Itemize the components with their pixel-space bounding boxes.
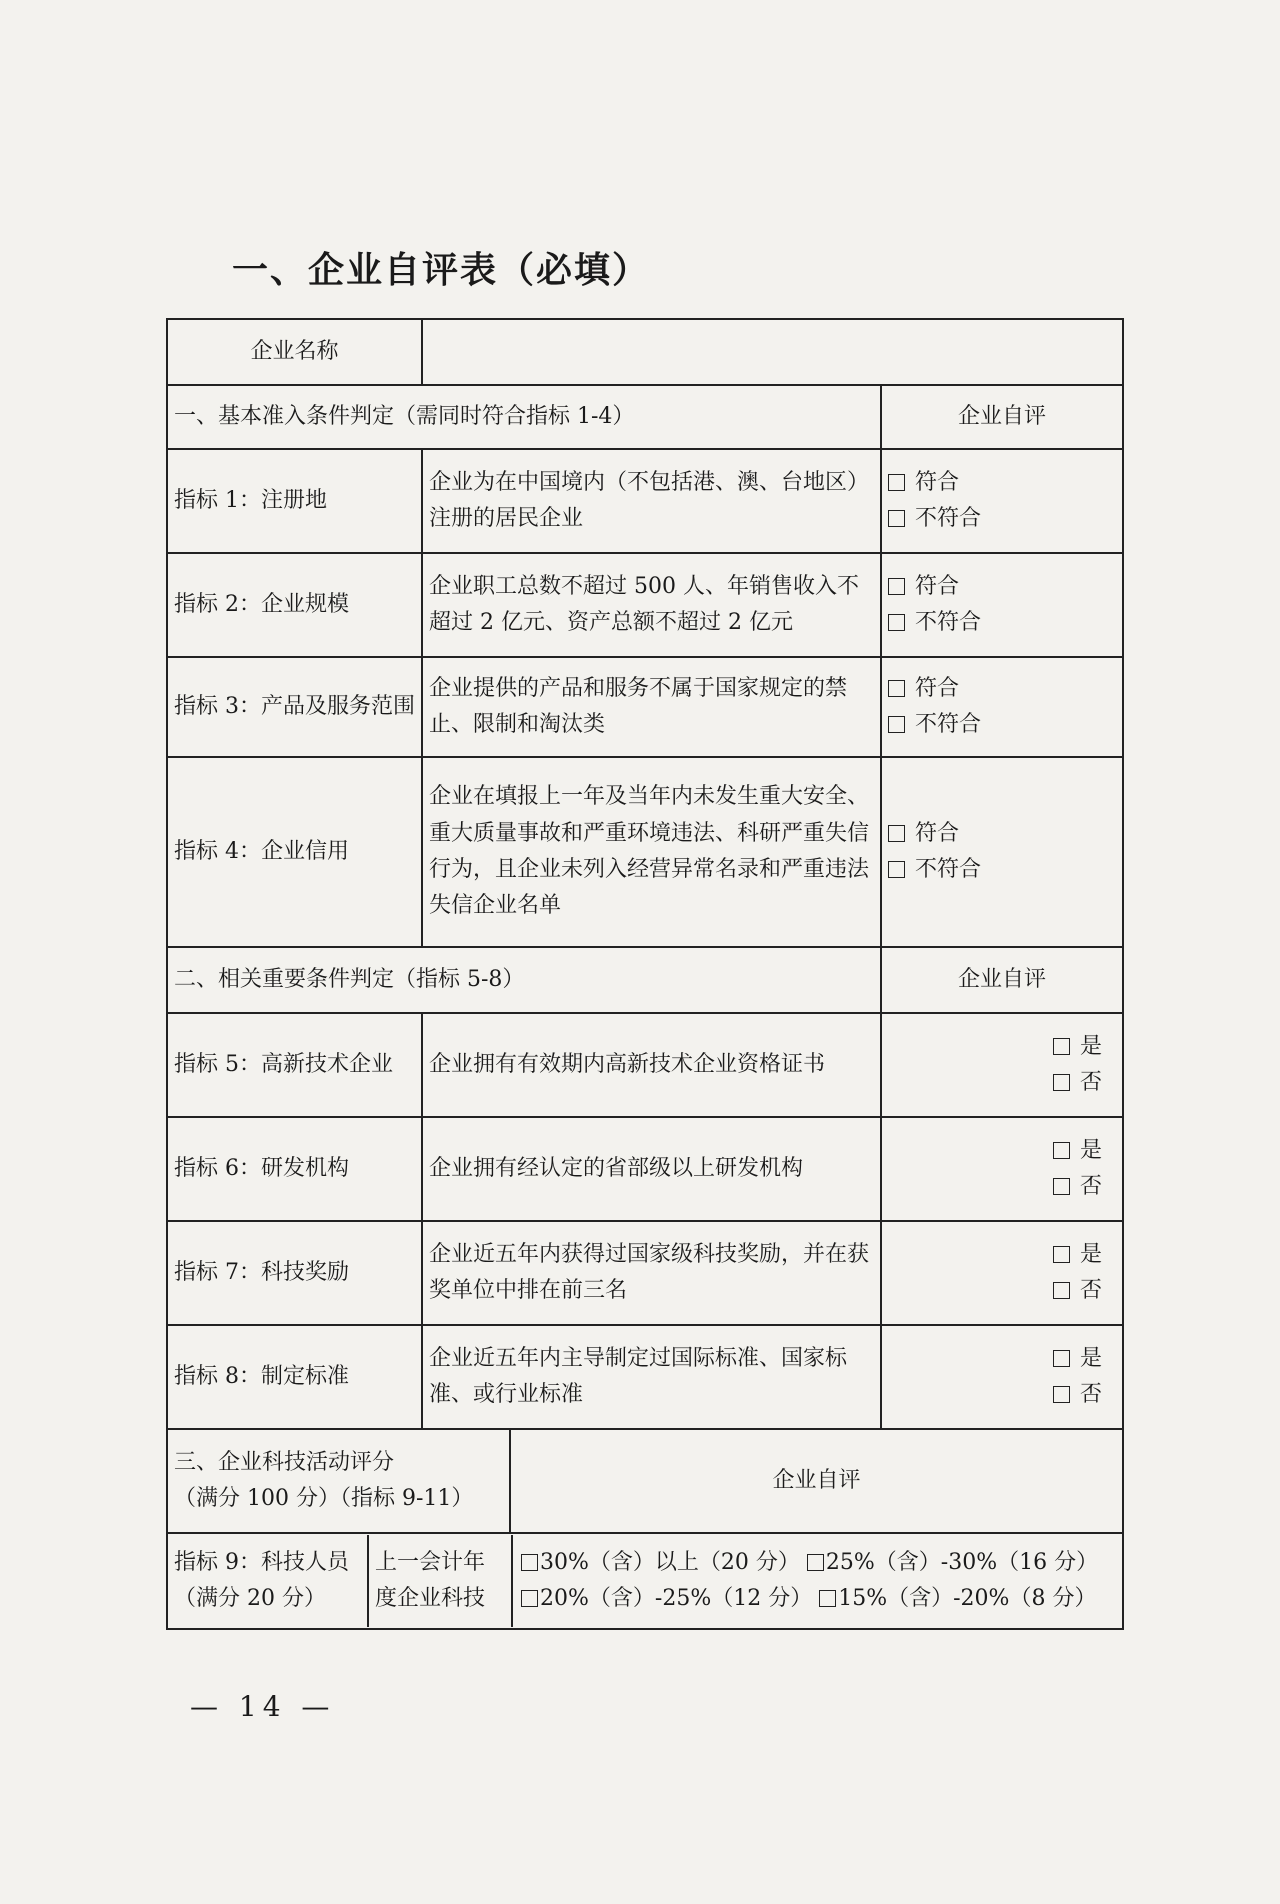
checkbox-icon[interactable]	[521, 1554, 538, 1571]
company-name-row	[167, 319, 1123, 385]
indicator-description: 企业近五年内主导制定过国际标准、国家标准、或行业标准	[422, 1325, 881, 1429]
checkbox-icon[interactable]	[807, 1554, 824, 1571]
indicator-sub-label: 上一会计年 度企业科技	[368, 1535, 512, 1627]
checkbox-icon[interactable]	[521, 1590, 538, 1607]
page-title: 一、企业自评表（必填）	[232, 250, 651, 291]
option-not-comply[interactable]: 不符合	[888, 501, 1116, 537]
section3-self-eval-label: 企业自评	[510, 1429, 1123, 1533]
indicator-row	[167, 553, 1123, 657]
checkbox-icon[interactable]	[888, 614, 905, 631]
indicator-label: 指标 7：科技奖励	[167, 1221, 422, 1325]
checkbox-icon[interactable]	[1053, 1038, 1070, 1055]
section1-self-eval-label: 企业自评	[881, 385, 1123, 449]
indicator-options	[881, 553, 1123, 657]
option-yes[interactable]: 是	[888, 1029, 1116, 1065]
indicator-row	[167, 1117, 1123, 1221]
checkbox-icon[interactable]	[1053, 1246, 1070, 1263]
indicator-label: 指标 6：研发机构	[167, 1117, 422, 1221]
indicator-description: 企业拥有有效期内高新技术企业资格证书	[422, 1013, 881, 1117]
option-yes[interactable]: 是	[888, 1341, 1116, 1377]
checkbox-icon[interactable]	[888, 716, 905, 733]
score-option-30[interactable]: 30%（含）以上（20 分）	[521, 1550, 800, 1575]
option-comply[interactable]: 符合	[888, 816, 1116, 852]
checkbox-icon[interactable]	[1053, 1178, 1070, 1195]
section3-heading: 三、企业科技活动评分 （满分 100 分）（指标 9-11）	[167, 1429, 510, 1533]
option-yes[interactable]: 是	[888, 1133, 1116, 1169]
option-not-comply[interactable]: 不符合	[888, 605, 1116, 641]
checkbox-icon[interactable]	[888, 510, 905, 527]
indicator-label: 指标 1：注册地	[167, 449, 422, 553]
indicator-row	[167, 1013, 1123, 1117]
indicator-row	[167, 449, 1123, 553]
checkbox-icon[interactable]	[888, 861, 905, 878]
indicator-options	[881, 1221, 1123, 1325]
checkbox-icon[interactable]	[1053, 1350, 1070, 1367]
indicator-description: 企业拥有经认定的省部级以上研发机构	[422, 1117, 881, 1221]
section2-self-eval-label: 企业自评	[881, 947, 1123, 1013]
option-not-comply[interactable]: 不符合	[888, 852, 1116, 888]
option-no[interactable]: 否	[888, 1169, 1116, 1205]
checkbox-icon[interactable]	[1053, 1386, 1070, 1403]
option-no[interactable]: 否	[888, 1273, 1116, 1309]
indicator-description: 企业提供的产品和服务不属于国家规定的禁止、限制和淘汰类	[422, 657, 881, 757]
indicator-label: 指标 4：企业信用	[167, 757, 422, 947]
indicator-label: 指标 9：科技人员 （满分 20 分）	[168, 1535, 368, 1627]
checkbox-icon[interactable]	[1053, 1142, 1070, 1159]
score-option-25[interactable]: 25%（含）-30%（16 分）	[807, 1550, 1098, 1575]
option-no[interactable]: 否	[888, 1065, 1116, 1101]
indicator-options	[881, 1117, 1123, 1221]
section3-header-row	[167, 1429, 1123, 1533]
option-yes[interactable]: 是	[888, 1237, 1116, 1273]
page-number: — 14 —	[190, 1690, 336, 1723]
indicator-label: 指标 3：产品及服务范围	[167, 657, 422, 757]
checkbox-icon[interactable]	[1053, 1282, 1070, 1299]
indicator-row	[167, 1221, 1123, 1325]
indicator-options	[881, 657, 1123, 757]
indicator-options	[881, 1013, 1123, 1117]
indicator-label: 指标 8：制定标准	[167, 1325, 422, 1429]
section2-heading: 二、相关重要条件判定（指标 5-8）	[167, 947, 881, 1013]
indicator-row	[167, 1325, 1123, 1429]
indicator-description: 企业在填报上一年及当年内未发生重大安全、重大质量事故和严重环境违法、科研严重失信行为，且企业未列入经营异常名录和严重违法失信企业名单	[422, 757, 881, 947]
company-name-label: 企业名称	[167, 319, 422, 385]
option-not-comply[interactable]: 不符合	[888, 707, 1116, 743]
indicator-options	[881, 757, 1123, 947]
checkbox-icon[interactable]	[888, 578, 905, 595]
indicator-description: 企业为在中国境内（不包括港、澳、台地区）注册的居民企业	[422, 449, 881, 553]
checkbox-icon[interactable]	[1053, 1074, 1070, 1091]
indicator-row	[167, 757, 1123, 947]
self-evaluation-table	[166, 318, 1124, 1630]
option-comply[interactable]: 符合	[888, 465, 1116, 501]
section1-header-row	[167, 385, 1123, 449]
indicator-row	[167, 657, 1123, 757]
checkbox-icon[interactable]	[819, 1590, 836, 1607]
option-comply[interactable]: 符合	[888, 569, 1116, 605]
company-name-field[interactable]	[422, 319, 1123, 385]
indicator-row	[167, 1533, 1123, 1629]
indicator-options	[881, 449, 1123, 553]
indicator-description: 企业职工总数不超过 500 人、年销售收入不超过 2 亿元、资产总额不超过 2 亿元	[422, 553, 881, 657]
option-comply[interactable]: 符合	[888, 671, 1116, 707]
score-option-15[interactable]: 15%（含）-20%（8 分）	[819, 1586, 1096, 1611]
section1-heading: 一、基本准入条件判定（需同时符合指标 1-4）	[167, 385, 881, 449]
option-no[interactable]: 否	[888, 1377, 1116, 1413]
checkbox-icon[interactable]	[888, 680, 905, 697]
indicator-label: 指标 5：高新技术企业	[167, 1013, 422, 1117]
checkbox-icon[interactable]	[888, 825, 905, 842]
indicator-score-options	[512, 1535, 1124, 1627]
section2-header-row	[167, 947, 1123, 1013]
score-option-20[interactable]: 20%（含）-25%（12 分）	[521, 1586, 812, 1611]
indicator-label: 指标 2：企业规模	[167, 553, 422, 657]
checkbox-icon[interactable]	[888, 474, 905, 491]
indicator-description: 企业近五年内获得过国家级科技奖励，并在获奖单位中排在前三名	[422, 1221, 881, 1325]
indicator-options	[881, 1325, 1123, 1429]
